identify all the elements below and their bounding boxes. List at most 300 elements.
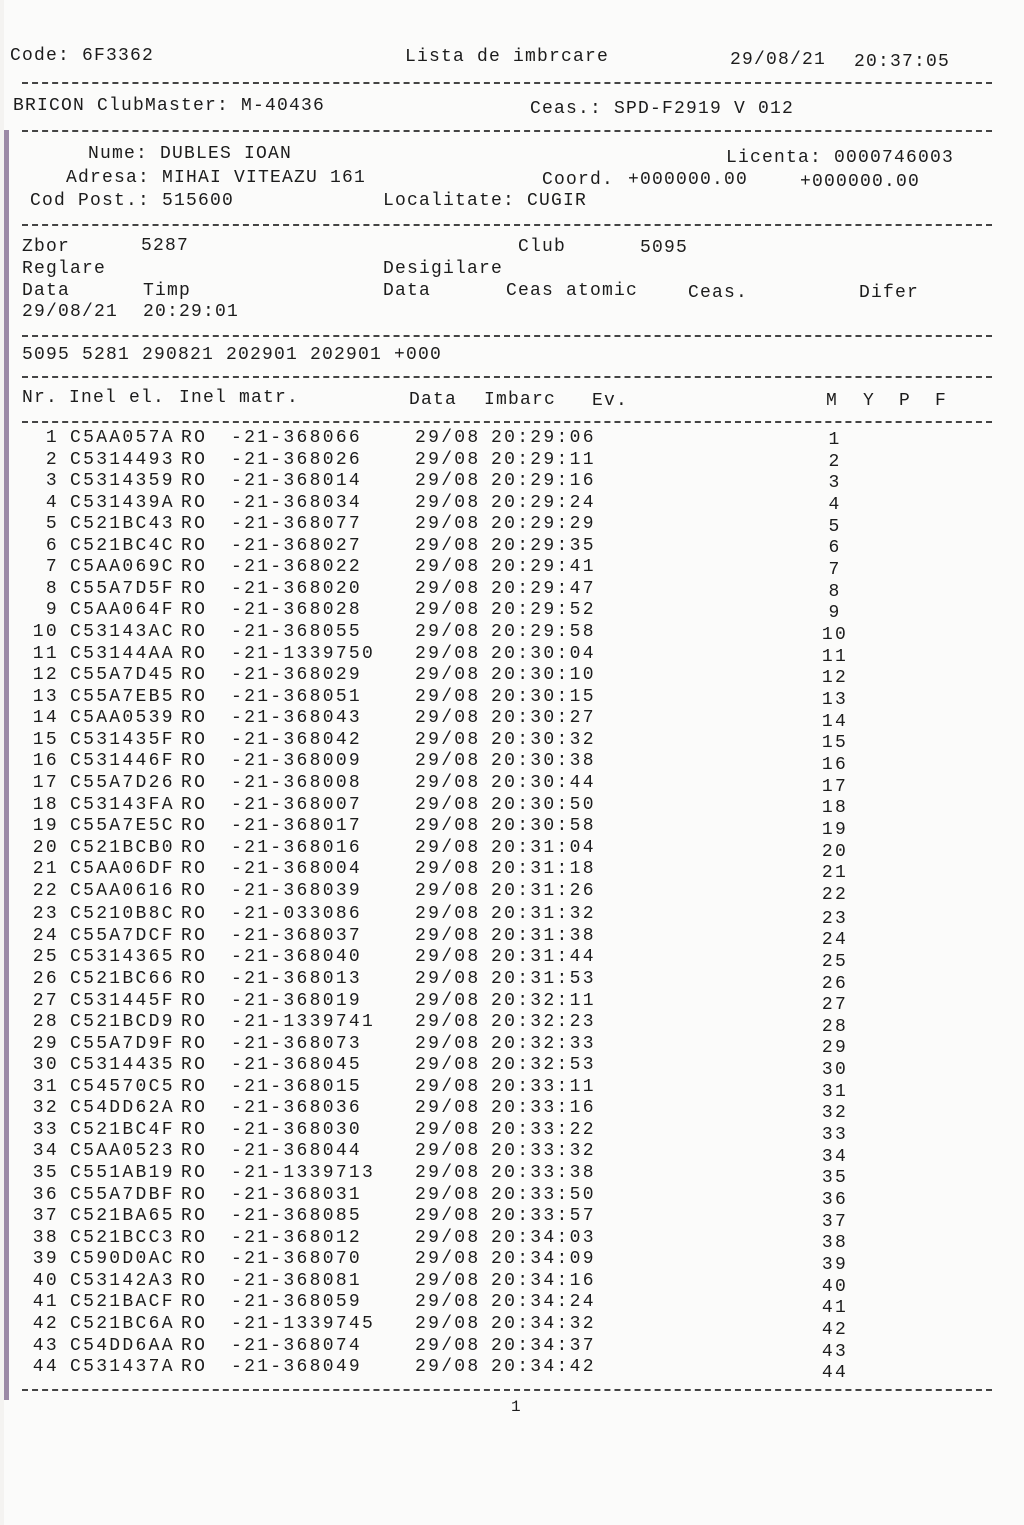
- row-number: 8: [45, 578, 59, 599]
- country-code: RO: [181, 837, 208, 858]
- arrival-date: 29/08: [415, 1227, 481, 1248]
- country-code: RO: [181, 969, 208, 989]
- arrival-date: 29/08: [415, 1076, 481, 1097]
- position: 13: [821, 689, 849, 710]
- arrival-date: 29/08: [415, 751, 481, 772]
- arrival-date: 29/08: [415, 578, 481, 599]
- arrival-date: 29/08: [415, 816, 481, 837]
- table-row: [4, 838, 1024, 860]
- row-number: 5: [45, 514, 59, 535]
- row-number: 32: [32, 1098, 59, 1119]
- position: 22: [821, 884, 849, 905]
- position: 18: [821, 798, 849, 819]
- printout-page: [4, 0, 1024, 1525]
- table-row: [4, 730, 1024, 752]
- ring-number: -21-368029: [231, 665, 363, 686]
- ring-number: -21-368070: [231, 1249, 363, 1270]
- ring-number: -21-1339745: [231, 1313, 376, 1334]
- country-code: RO: [181, 514, 208, 535]
- table-row: [4, 859, 1024, 884]
- table-row: [4, 1163, 1024, 1189]
- country-code: RO: [181, 557, 208, 578]
- row-number: 16: [32, 751, 59, 772]
- reglare-date: 29/08/21: [22, 302, 119, 322]
- country-code: RO: [181, 535, 208, 556]
- country-code: RO: [181, 729, 208, 750]
- ring-number: -21-368074: [231, 1335, 363, 1356]
- country-code: RO: [181, 1076, 208, 1097]
- position: 2: [828, 451, 842, 472]
- ring-number: -21-368066: [231, 428, 363, 448]
- country-code: RO: [181, 880, 208, 901]
- arrival-time: 20:31:04: [491, 837, 596, 858]
- arrival-time: 20:31:18: [491, 859, 596, 880]
- arrival-time: 20:30:50: [491, 794, 596, 815]
- electronic-ring: C5AA0616: [70, 880, 175, 901]
- table-row: [4, 665, 1024, 687]
- atomic-clock-label: Ceas atomic: [506, 281, 639, 301]
- arrival-date: 29/08: [415, 535, 481, 556]
- ring-number: -21-368031: [231, 1184, 363, 1205]
- table-row: [4, 1055, 1024, 1081]
- electronic-ring: C531439A: [70, 492, 175, 513]
- electronic-ring: C55A7D26: [70, 772, 175, 793]
- arrival-time: 20:30:44: [491, 772, 596, 793]
- arrival-date: 29/08: [415, 794, 481, 815]
- position: 12: [821, 668, 849, 689]
- position: 10: [821, 624, 849, 645]
- country-code: RO: [181, 859, 208, 880]
- row-number: 37: [32, 1206, 59, 1227]
- electronic-ring: C55A7DCF: [70, 925, 175, 946]
- ring-number: -21-368073: [231, 1033, 363, 1054]
- table-row: [4, 969, 1024, 994]
- table-row: [4, 751, 1024, 773]
- ring-number: -21-368007: [231, 794, 363, 815]
- country-code: RO: [181, 600, 208, 621]
- desigilare-label: Desigilare: [383, 259, 504, 279]
- position: 11: [821, 646, 849, 667]
- position: 19: [821, 819, 849, 840]
- position: 43: [821, 1341, 849, 1362]
- country-code: RO: [181, 1012, 208, 1033]
- country-code: RO: [181, 428, 208, 448]
- ring-number: -21-368040: [231, 947, 363, 968]
- row-number: 42: [32, 1313, 59, 1334]
- electronic-ring: C55A7DBF: [70, 1184, 175, 1205]
- row-number: 9: [45, 600, 59, 621]
- ring-number: -21-368036: [231, 1098, 363, 1119]
- row-number: 33: [32, 1119, 59, 1140]
- country-code: RO: [181, 751, 208, 772]
- table-row: [4, 773, 1024, 795]
- reglare-data-label: Data: [22, 281, 71, 301]
- position: 33: [821, 1125, 849, 1146]
- electronic-ring: C53142A3: [70, 1270, 175, 1291]
- position: 29: [821, 1038, 849, 1059]
- position: 6: [828, 538, 842, 559]
- position: 41: [821, 1298, 849, 1319]
- owner-license: Licenta: 0000746003: [726, 148, 955, 168]
- arrival-time: 20:30:04: [491, 643, 596, 664]
- ring-number: -21-368008: [231, 772, 363, 793]
- col-ev: Ev.: [592, 391, 629, 411]
- table-row: [4, 1012, 1024, 1037]
- arrival-time: 20:30:15: [491, 686, 596, 707]
- arrival-time: 20:29:24: [491, 492, 596, 513]
- club-number: 5095: [640, 238, 689, 258]
- arrival-time: 20:34:37: [491, 1335, 596, 1356]
- arrival-time: 20:34:24: [491, 1292, 596, 1313]
- owner-address: Adresa: MIHAI VITEAZU 161: [66, 168, 367, 188]
- table-row: [4, 536, 1024, 558]
- electronic-ring: C521BCC3: [70, 1227, 175, 1248]
- arrival-date: 29/08: [415, 1313, 481, 1334]
- row-number: 38: [32, 1227, 59, 1248]
- country-code: RO: [181, 904, 208, 925]
- country-code: RO: [181, 1184, 208, 1205]
- arrival-time: 20:33:50: [491, 1184, 596, 1205]
- position: 31: [821, 1081, 849, 1102]
- electronic-ring: C5314493: [70, 449, 175, 470]
- position: 34: [821, 1146, 849, 1167]
- position: 40: [821, 1276, 849, 1297]
- arrival-time: 20:29:29: [491, 514, 596, 535]
- country-code: RO: [181, 1163, 208, 1184]
- arrival-time: 20:33:57: [491, 1206, 596, 1227]
- country-code: RO: [181, 772, 208, 793]
- row-number: 28: [32, 1012, 59, 1033]
- electronic-ring: C5314359: [70, 471, 175, 492]
- arrival-date: 29/08: [415, 1249, 481, 1270]
- row-number: 17: [32, 772, 59, 793]
- ring-number: -21-368049: [231, 1357, 363, 1378]
- country-code: RO: [181, 471, 208, 492]
- arrival-time: 20:34:03: [491, 1227, 596, 1248]
- row-number: 6: [45, 535, 59, 556]
- ring-number: -21-368030: [231, 1119, 363, 1140]
- ring-number: -21-368012: [231, 1227, 363, 1248]
- ring-number: -21-368009: [231, 751, 363, 772]
- arrival-date: 29/08: [415, 1119, 481, 1140]
- country-code: RO: [181, 622, 208, 643]
- ring-number: -21-1339741: [231, 1012, 376, 1033]
- arrival-date: 29/08: [415, 969, 481, 989]
- arrival-date: 29/08: [415, 1270, 481, 1291]
- ring-number: -21-033086: [231, 904, 363, 925]
- arrival-date: 29/08: [415, 1206, 481, 1227]
- ring-number: -21-368042: [231, 729, 363, 750]
- country-code: RO: [181, 578, 208, 599]
- position: 15: [821, 733, 849, 754]
- row-number: 18: [32, 794, 59, 815]
- difference-label: Difer: [859, 283, 920, 303]
- position: 17: [821, 776, 849, 797]
- clock-id: Ceas.: SPD-F2919 V 012: [530, 99, 795, 119]
- col-y: Y: [863, 391, 876, 411]
- row-number: 30: [32, 1055, 59, 1076]
- position: 32: [821, 1103, 849, 1124]
- table-row: [4, 428, 1024, 450]
- electronic-ring: C53143AC: [70, 622, 175, 643]
- arrival-date: 29/08: [415, 1335, 481, 1356]
- position: 24: [821, 930, 849, 951]
- country-code: RO: [181, 1098, 208, 1119]
- arrival-date: 29/08: [415, 449, 481, 470]
- report-time: 20:37:05: [854, 52, 951, 72]
- position: 21: [821, 863, 849, 884]
- ring-number: -21-368059: [231, 1292, 363, 1313]
- clubmaster-id: BRICON ClubMaster: M-40436: [13, 96, 326, 116]
- row-number: 35: [32, 1163, 59, 1184]
- ring-number: -21-368015: [231, 1076, 363, 1097]
- arrival-date: 29/08: [415, 686, 481, 707]
- row-number: 24: [32, 925, 59, 946]
- row-number: 22: [32, 880, 59, 901]
- country-code: RO: [181, 492, 208, 513]
- arrival-date: 29/08: [415, 729, 481, 750]
- row-number: 19: [32, 816, 59, 837]
- table-row: [4, 600, 1024, 622]
- arrival-date: 29/08: [415, 665, 481, 686]
- arrival-date: 29/08: [415, 1184, 481, 1205]
- electronic-ring: C5210B8C: [70, 904, 175, 925]
- position: 37: [821, 1211, 849, 1232]
- arrival-time: 20:29:58: [491, 622, 596, 643]
- position: 20: [821, 841, 849, 862]
- table-row: [4, 644, 1024, 666]
- country-code: RO: [181, 643, 208, 664]
- col-p: P: [899, 391, 912, 411]
- position: 42: [821, 1320, 849, 1341]
- electronic-ring: C55A7D45: [70, 665, 175, 686]
- country-code: RO: [181, 665, 208, 686]
- col-data: Data: [409, 390, 458, 410]
- position: 5: [828, 516, 842, 537]
- ring-number: -21-368045: [231, 1055, 363, 1076]
- row-number: 40: [32, 1270, 59, 1291]
- country-code: RO: [181, 947, 208, 968]
- page-number: 1: [511, 1398, 522, 1416]
- electronic-ring: C54DD6AA: [70, 1335, 175, 1356]
- position: 23: [821, 908, 849, 929]
- arrival-date: 29/08: [415, 880, 481, 901]
- ring-number: -21-368085: [231, 1206, 363, 1227]
- position: 27: [821, 995, 849, 1016]
- electronic-ring: C521BC6A: [70, 1313, 175, 1334]
- table-row: [4, 493, 1024, 515]
- country-code: RO: [181, 1292, 208, 1313]
- report-title: Lista de imbrcare: [405, 47, 610, 67]
- ring-number: -21-368019: [231, 990, 363, 1011]
- row-number: 2: [45, 449, 59, 470]
- position: 7: [828, 559, 842, 580]
- row-number: 43: [32, 1335, 59, 1356]
- arrival-time: 20:30:32: [491, 729, 596, 750]
- table-row: [4, 904, 1024, 929]
- table-row: [4, 1141, 1024, 1167]
- country-code: RO: [181, 1055, 208, 1076]
- table-row: [4, 816, 1024, 838]
- arrival-date: 29/08: [415, 859, 481, 880]
- arrival-time: 20:30:27: [491, 708, 596, 729]
- electronic-ring: C531437A: [70, 1357, 175, 1378]
- table-row: [4, 990, 1024, 1016]
- arrival-date: 29/08: [415, 708, 481, 729]
- arrival-date: 29/08: [415, 925, 481, 946]
- row-number: 1: [45, 428, 59, 448]
- country-code: RO: [181, 1119, 208, 1140]
- arrival-date: 29/08: [415, 904, 481, 925]
- electronic-ring: C54570C5: [70, 1076, 175, 1097]
- report-code: Code: 6F3362: [10, 46, 155, 66]
- electronic-ring: C5AA0539: [70, 708, 175, 729]
- flight-number: 5287: [141, 236, 190, 256]
- position: 4: [828, 494, 842, 515]
- divider: [22, 224, 992, 226]
- position: 28: [821, 1016, 849, 1037]
- divider: [22, 1389, 992, 1391]
- arrival-time: 20:32:33: [491, 1033, 596, 1054]
- table-row: [4, 471, 1024, 493]
- table-row: [4, 925, 1024, 951]
- electronic-ring: C521BCD9: [70, 1012, 175, 1033]
- electronic-ring: C521BACF: [70, 1292, 175, 1313]
- arrival-date: 29/08: [415, 643, 481, 664]
- position: 36: [821, 1190, 849, 1211]
- electronic-ring: C590D0AC: [70, 1249, 175, 1270]
- owner-locality: Localitate: CUGIR: [383, 191, 588, 211]
- arrival-time: 20:29:11: [491, 449, 596, 470]
- arrival-time: 20:29:06: [491, 428, 596, 448]
- position: 25: [821, 951, 849, 972]
- col-f: F: [935, 391, 948, 411]
- table-row: [4, 795, 1024, 817]
- arrival-time: 20:33:11: [491, 1076, 596, 1097]
- coord-1: +000000.00: [628, 170, 749, 190]
- row-number: 27: [32, 990, 59, 1011]
- arrival-time: 20:34:09: [491, 1249, 596, 1270]
- table-row: [4, 1184, 1024, 1211]
- electronic-ring: C531445F: [70, 990, 175, 1011]
- electronic-ring: C531435F: [70, 729, 175, 750]
- row-number: 31: [32, 1076, 59, 1097]
- ring-number: -21-368026: [231, 449, 363, 470]
- col-m: M: [826, 391, 839, 411]
- divider: [22, 421, 992, 423]
- col-nr: Nr.: [22, 388, 59, 408]
- table-row: [4, 1313, 1024, 1341]
- ring-number: -21-368013: [231, 969, 363, 989]
- ring-number: -21-368055: [231, 622, 363, 643]
- electronic-ring: C53143FA: [70, 794, 175, 815]
- electronic-ring: C5AA069C: [70, 557, 175, 578]
- divider: [22, 335, 992, 337]
- arrival-date: 29/08: [415, 1357, 481, 1378]
- electronic-ring: C521BA65: [70, 1206, 175, 1227]
- table-row: [4, 1098, 1024, 1124]
- country-code: RO: [181, 1357, 208, 1378]
- col-imbarc: Imbarc: [484, 390, 557, 410]
- country-code: RO: [181, 1313, 208, 1334]
- row-number: 26: [32, 969, 59, 989]
- electronic-ring: C5314365: [70, 947, 175, 968]
- electronic-ring: C5314435: [70, 1055, 175, 1076]
- divider: [22, 82, 992, 84]
- table-row: [4, 514, 1024, 536]
- country-code: RO: [181, 794, 208, 815]
- position: 26: [821, 973, 849, 994]
- table-row: [4, 622, 1024, 644]
- position: 44: [821, 1363, 849, 1384]
- electronic-ring: C53144AA: [70, 643, 175, 664]
- electronic-ring: C521BC66: [70, 969, 175, 989]
- arrival-time: 20:30:10: [491, 665, 596, 686]
- arrival-time: 20:29:35: [491, 535, 596, 556]
- position: 39: [821, 1255, 849, 1276]
- position: 30: [821, 1060, 849, 1081]
- table-row: [4, 1227, 1024, 1254]
- arrival-date: 29/08: [415, 514, 481, 535]
- ring-number: -21-368016: [231, 837, 363, 858]
- country-code: RO: [181, 925, 208, 946]
- arrival-date: 29/08: [415, 1055, 481, 1076]
- arrival-time: 20:32:11: [491, 990, 596, 1011]
- table-row: [4, 947, 1024, 972]
- table-row: [4, 1033, 1024, 1059]
- ring-number: -21-368004: [231, 859, 363, 880]
- col-inel-el: Inel el.: [69, 388, 166, 408]
- row-number: 29: [32, 1033, 59, 1054]
- table-row: [4, 1206, 1024, 1232]
- row-number: 20: [32, 837, 59, 858]
- arrival-date: 29/08: [415, 1141, 481, 1162]
- table-row: [4, 881, 1024, 903]
- ring-number: -21-368028: [231, 600, 363, 621]
- electronic-ring: C5AA06DF: [70, 859, 175, 880]
- arrival-time: 20:34:32: [491, 1313, 596, 1334]
- table-row: [4, 557, 1024, 579]
- position: 14: [821, 711, 849, 732]
- row-number: 39: [32, 1249, 59, 1270]
- row-number: 25: [32, 947, 59, 968]
- ring-number: -21-368044: [231, 1141, 363, 1162]
- arrival-time: 20:31:26: [491, 880, 596, 901]
- country-code: RO: [181, 990, 208, 1011]
- country-code: RO: [181, 1141, 208, 1162]
- arrival-time: 20:33:32: [491, 1141, 596, 1162]
- table-row: [4, 1292, 1024, 1319]
- arrival-time: 20:34:16: [491, 1270, 596, 1291]
- row-number: 10: [32, 622, 59, 643]
- arrival-date: 29/08: [415, 837, 481, 858]
- ring-number: -21-368081: [231, 1270, 363, 1291]
- arrival-date: 29/08: [415, 428, 481, 448]
- reglare-time: 20:29:01: [143, 302, 240, 322]
- reglare-time-label: Timp: [143, 281, 192, 301]
- summary-line: 5095 5281 290821 202901 202901 +000: [22, 345, 443, 365]
- ring-number: -21-368034: [231, 492, 363, 513]
- country-code: RO: [181, 1335, 208, 1356]
- ring-number: -21-368020: [231, 578, 363, 599]
- col-inel-matr: Inel matr.: [179, 388, 300, 408]
- report-date: 29/08/21: [730, 50, 827, 70]
- arrival-date: 29/08: [415, 622, 481, 643]
- divider: [22, 130, 992, 132]
- arrival-date: 29/08: [415, 600, 481, 621]
- table-row: [4, 1119, 1024, 1146]
- position: 9: [828, 603, 842, 624]
